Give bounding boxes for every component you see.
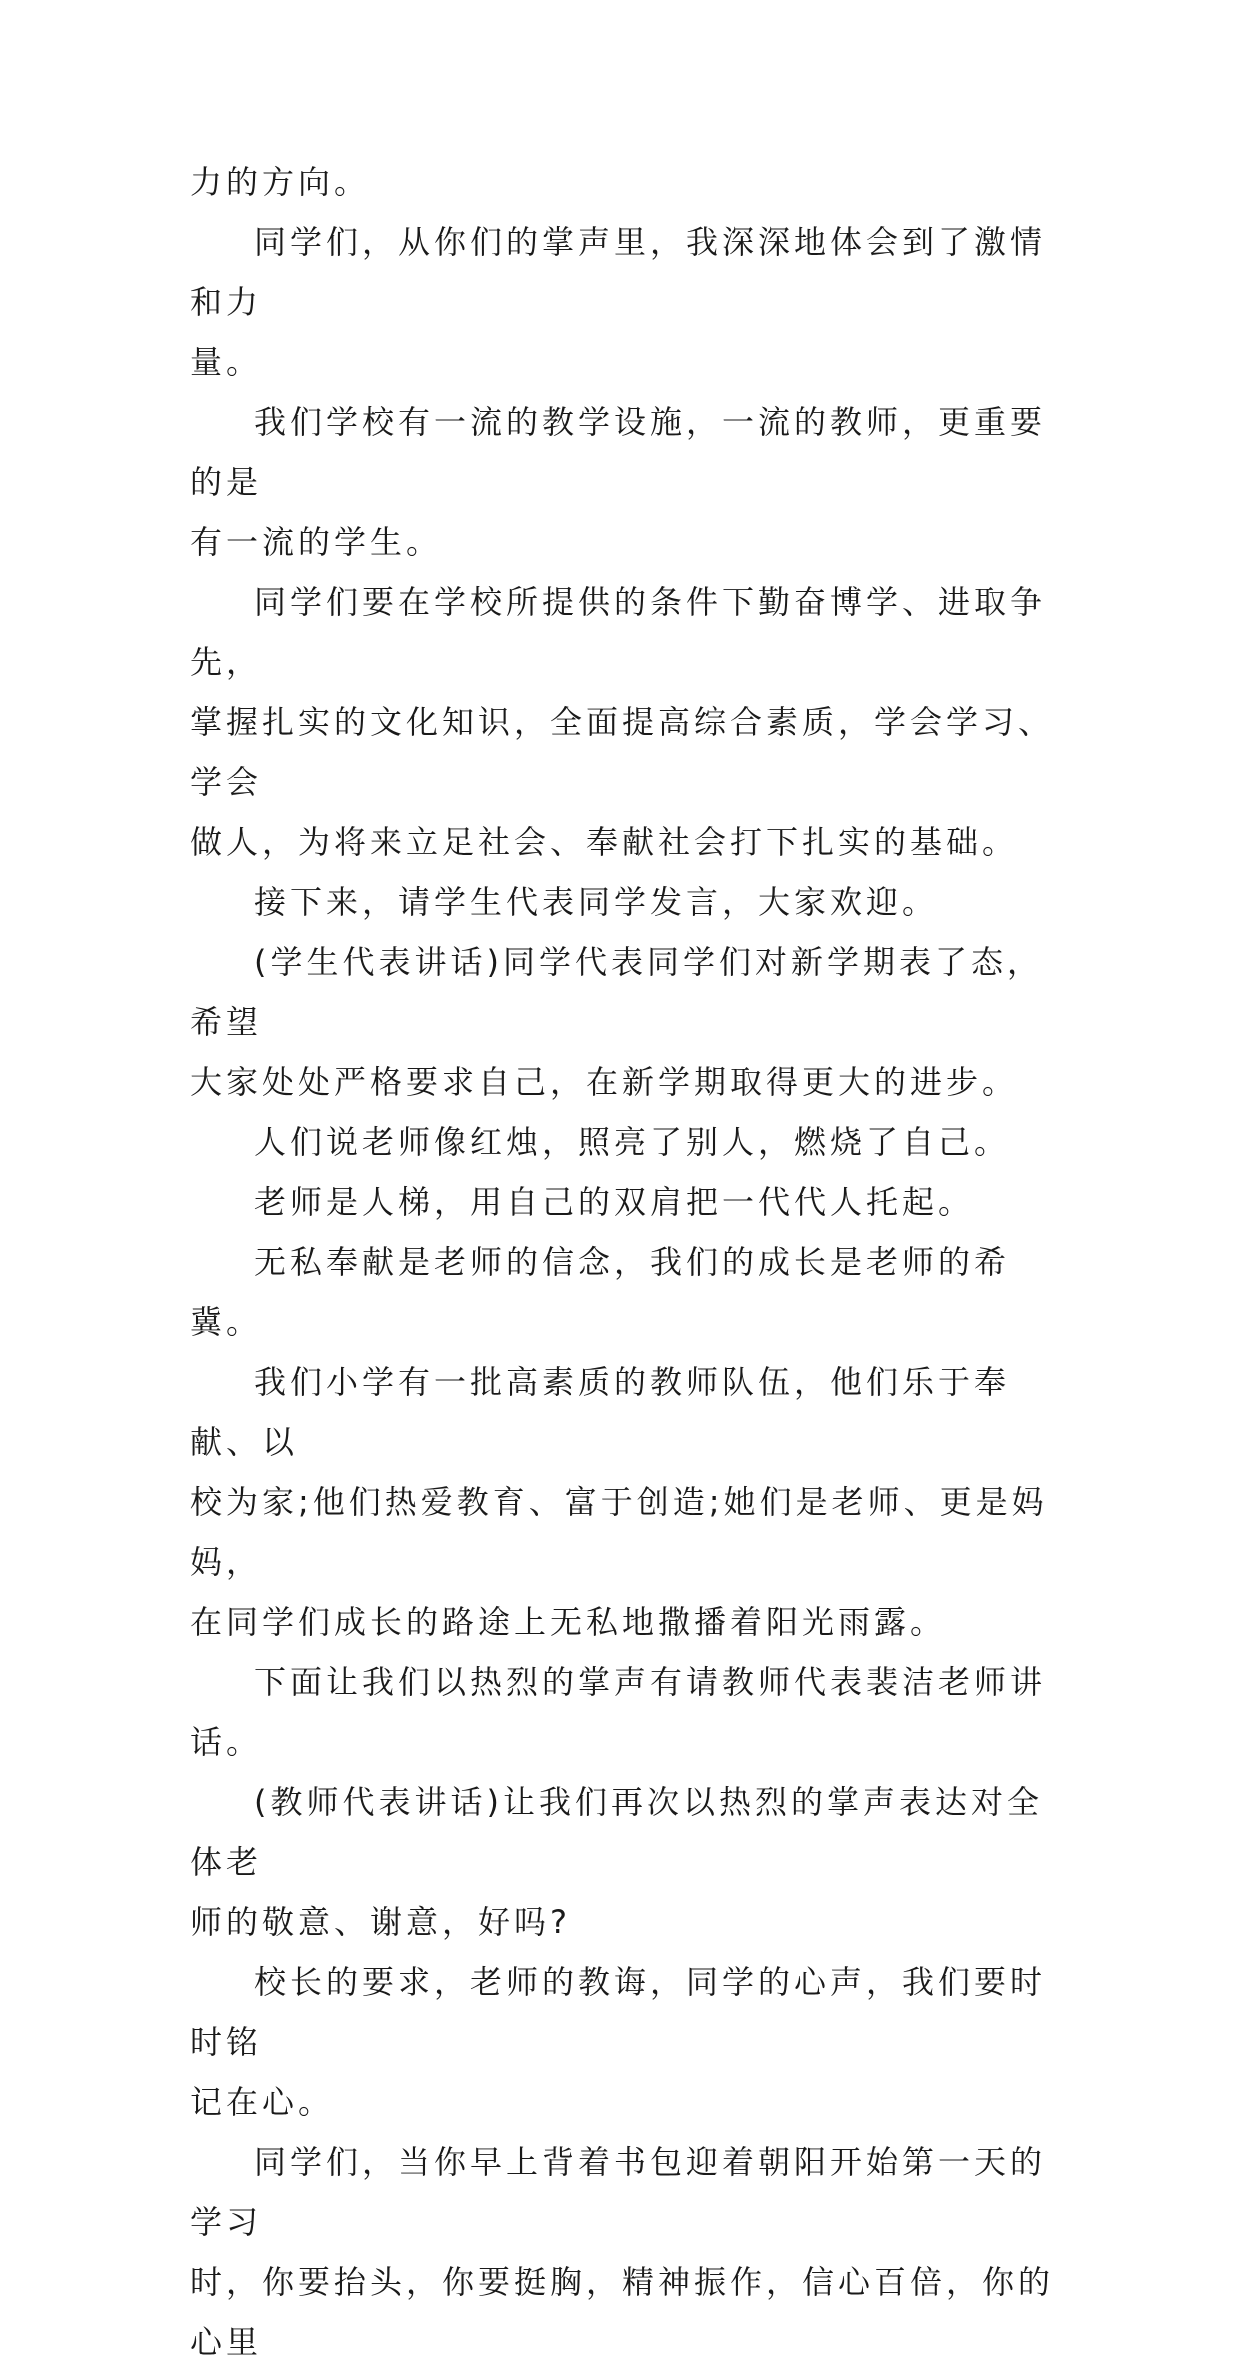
paragraph [190, 1772, 1060, 1952]
text-line: 下面让我们以热烈的掌声有请教师代表裴洁老师讲话。 [190, 1663, 1047, 1761]
text-line: 同学们，当你早上背着书包迎着朝阳开始第一天的学习 [190, 2143, 1047, 2241]
paragraph [190, 152, 1060, 212]
text-line: 校为家;他们热爱教育、富于创造;她们是老师、更是妈妈， [190, 1483, 1048, 1581]
text-line: 老师是人梯，用自己的双肩把一代代人托起。 [254, 1183, 975, 1221]
paragraph [190, 872, 1060, 932]
paragraph [190, 1112, 1060, 1172]
text-line: 有一流的学生。 [190, 523, 443, 561]
paragraph [190, 1232, 1060, 1352]
paragraph [190, 2132, 1060, 2372]
text-line: (学生代表讲话)同学代表同学们对新学期表了态，希望 [190, 943, 1043, 1041]
paragraph [190, 392, 1060, 572]
text-line: 力的方向。 [190, 163, 371, 201]
text-line: 时，你要抬头，你要挺胸，精神振作，信心百倍，你的心里 [190, 2263, 1055, 2361]
text-line: 我们小学有一批高素质的教师队伍，他们乐于奉献、以 [190, 1363, 1011, 1461]
paragraph [190, 1652, 1060, 1772]
paragraph [190, 572, 1060, 872]
text-line: 人们说老师像红烛，照亮了别人，燃烧了自己。 [254, 1123, 1011, 1161]
text-line: 同学们要在学校所提供的条件下勤奋博学、进取争先， [190, 583, 1047, 681]
paragraph [190, 932, 1060, 1112]
text-line: 量。 [190, 343, 263, 381]
text-line: 记在心。 [190, 2083, 335, 2121]
paragraph [190, 1952, 1060, 2132]
text-line: 同学们，从你们的掌声里，我深深地体会到了激情和力 [190, 223, 1047, 321]
text-line: 在同学们成长的路途上无私地撒播着阳光雨露。 [190, 1603, 947, 1641]
text-line: 掌握扎实的文化知识，全面提高综合素质，学会学习、学会 [190, 703, 1055, 801]
text-line: 校长的要求，老师的教诲，同学的心声，我们要时时铭 [190, 1963, 1047, 2061]
text-line: 无私奉献是老师的信念，我们的成长是老师的希冀。 [190, 1243, 1011, 1341]
document-body [190, 152, 1060, 2372]
text-line: (教师代表讲话)让我们再次以热烈的掌声表达对全体老 [190, 1783, 1043, 1881]
text-line: 接下来，请学生代表同学发言，大家欢迎。 [254, 883, 939, 921]
paragraph [190, 1352, 1060, 1652]
text-line: 做人，为将来立足社会、奉献社会打下扎实的基础。 [190, 823, 1019, 861]
text-line: 师的敬意、谢意，好吗? [190, 1903, 571, 1941]
paragraph [190, 1172, 1060, 1232]
paragraph [190, 212, 1060, 392]
text-line: 我们学校有一流的教学设施，一流的教师，更重要的是 [190, 403, 1047, 501]
text-line: 大家处处严格要求自己，在新学期取得更大的进步。 [190, 1063, 1019, 1101]
